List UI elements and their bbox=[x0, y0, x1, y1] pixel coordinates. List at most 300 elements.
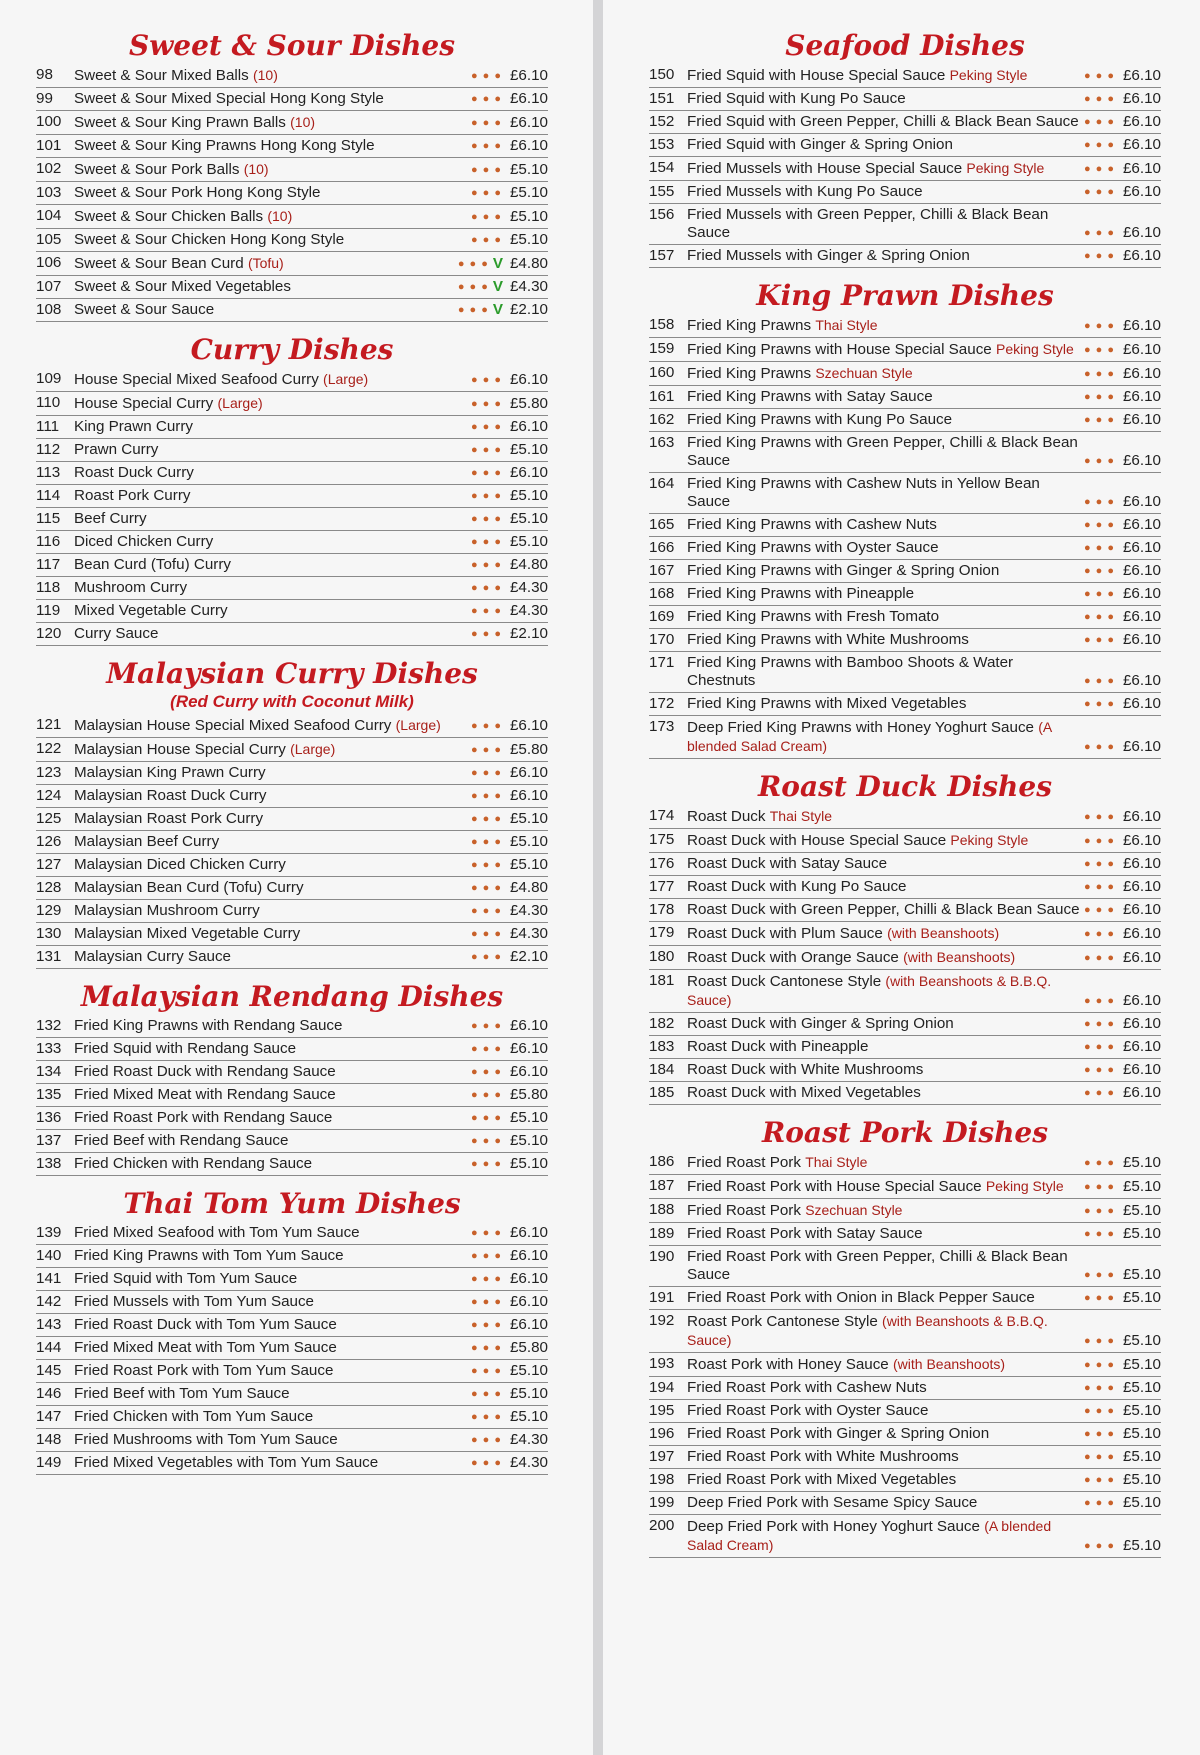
menu-item bbox=[36, 1061, 548, 1084]
menu-item-number: 130 bbox=[36, 925, 62, 942]
menu-item-number: 169 bbox=[649, 608, 675, 625]
ingredient-icons: ● ● ● bbox=[470, 1273, 502, 1285]
menu-item-name: Malaysian Roast Pork Curry bbox=[74, 810, 264, 827]
ingredient-icons: ● ● ● bbox=[470, 951, 502, 963]
ingredient-icons: ● ● ● bbox=[1083, 952, 1115, 964]
menu-item-number: 99 bbox=[36, 90, 53, 107]
menu-item-name: Mushroom Curry bbox=[74, 579, 188, 596]
ingredient-icons: ● ● ● bbox=[1083, 70, 1115, 82]
menu-item-price: £6.10 bbox=[1122, 878, 1161, 895]
ingredient-icons: ● ● ● bbox=[470, 1112, 502, 1124]
menu-item-note: (10) bbox=[267, 208, 293, 224]
menu-item-price: £5.10 bbox=[509, 208, 548, 225]
menu-page-left bbox=[0, 0, 593, 1755]
menu-item bbox=[36, 299, 548, 322]
menu-item-number: 155 bbox=[649, 183, 675, 200]
ingredient-icons: ● ● ● bbox=[1083, 1018, 1115, 1030]
menu-item-name: Fried Mussels with Ginger & Spring Onion bbox=[687, 247, 970, 264]
menu-item-number: 172 bbox=[649, 695, 675, 712]
menu-item-price: £6.10 bbox=[1122, 365, 1161, 382]
menu-item-price: £5.10 bbox=[1122, 1154, 1161, 1171]
section-heading: Roast Duck Dishes bbox=[758, 770, 1052, 803]
ingredient-icons: ● ● ● bbox=[1083, 1228, 1115, 1240]
menu-item-name: Fried Roast Pork with Tom Yum Sauce bbox=[74, 1362, 334, 1379]
menu-item-note: (with Beanshoots & B.B.Q. Sauce) bbox=[687, 1313, 1048, 1348]
menu-item bbox=[649, 970, 1161, 1013]
ingredient-icons: ● ● ● bbox=[1083, 1405, 1115, 1417]
ingredient-icons: ● ● ● bbox=[470, 93, 502, 105]
section-heading: Sweet & Sour Dishes bbox=[128, 29, 456, 62]
menu-item bbox=[36, 1245, 548, 1268]
menu-item bbox=[649, 386, 1161, 409]
menu-item-note: Peking Style bbox=[950, 832, 1029, 848]
menu-item bbox=[36, 831, 548, 854]
menu-item bbox=[36, 1015, 548, 1038]
menu-item-number: 176 bbox=[649, 855, 675, 872]
menu-item-number: 116 bbox=[36, 533, 61, 550]
menu-item-number: 162 bbox=[649, 411, 675, 428]
menu-item-name: Fried King Prawns with Ginger & Spring Onion bbox=[687, 562, 1000, 579]
menu-item-number: 112 bbox=[36, 441, 61, 458]
ingredient-icons: ● ● ● bbox=[470, 211, 502, 223]
menu-item bbox=[36, 1222, 548, 1245]
menu-item-price: £6.10 bbox=[1122, 949, 1161, 966]
menu-item bbox=[649, 876, 1161, 899]
menu-item-price: £6.10 bbox=[1122, 631, 1161, 648]
menu-item-number: 127 bbox=[36, 856, 62, 873]
menu-item bbox=[36, 1268, 548, 1291]
menu-item-number: 189 bbox=[649, 1225, 675, 1242]
menu-item-number: 192 bbox=[649, 1312, 675, 1329]
menu-item-price: £6.10 bbox=[1122, 855, 1161, 872]
section-heading: Malaysian Curry Dishes bbox=[106, 657, 478, 690]
ingredient-icons: ● ● ● bbox=[470, 1457, 502, 1469]
menu-item-name: Sweet & Sour King Prawn Balls bbox=[74, 114, 286, 131]
menu-item-name: Roast Duck with Orange Sauce bbox=[687, 949, 899, 966]
ingredient-icons: ● ● ● bbox=[470, 1158, 502, 1170]
menu-item-note: (Large) bbox=[395, 717, 441, 733]
menu-item-name: Sweet & Sour Chicken Hong Kong Style bbox=[74, 231, 345, 248]
menu-item-number: 140 bbox=[36, 1247, 62, 1264]
ingredient-icons: ● ● ● bbox=[1083, 811, 1115, 823]
menu-item bbox=[36, 1452, 548, 1475]
menu-item bbox=[649, 181, 1161, 204]
ingredient-icons: ● ● ● bbox=[1083, 858, 1115, 870]
ingredient-icons: ● ● ● bbox=[470, 1434, 502, 1446]
menu-item-price: £5.10 bbox=[1122, 1402, 1161, 1419]
menu-item-number: 178 bbox=[649, 901, 675, 918]
menu-item-price: £6.10 bbox=[509, 1293, 548, 1310]
ingredient-icons: ● ● ● bbox=[1083, 675, 1115, 687]
menu-item bbox=[36, 1406, 548, 1429]
menu-item-number: 129 bbox=[36, 902, 62, 919]
menu-item-number: 117 bbox=[36, 556, 61, 573]
menu-item-name: Deep Fried King Prawns with Honey Yoghurt Sauce bbox=[687, 719, 1034, 736]
menu-item-number: 114 bbox=[36, 487, 61, 504]
menu-item-name: Malaysian Curry Sauce bbox=[74, 948, 231, 965]
ingredient-icons: ● ● ● bbox=[470, 605, 502, 617]
ingredient-icons: ● ● ● bbox=[1083, 1269, 1115, 1281]
ingredient-icons: ● ● ● bbox=[470, 859, 502, 871]
menu-item-price: £5.10 bbox=[1122, 1448, 1161, 1465]
menu-item-price: £6.10 bbox=[1122, 1061, 1161, 1078]
ingredient-icons: ● ● ● bbox=[1083, 455, 1115, 467]
menu-item bbox=[649, 1199, 1161, 1223]
ingredient-icons: ● ● ● bbox=[470, 905, 502, 917]
vegetarian-badge: V bbox=[492, 301, 503, 318]
menu-item-price: £5.10 bbox=[1122, 1202, 1161, 1219]
menu-item-number: 149 bbox=[36, 1454, 62, 1471]
menu-item-number: 196 bbox=[649, 1425, 675, 1442]
menu-item-name: Malaysian House Special Curry bbox=[74, 741, 286, 758]
ingredient-icons: ● ● ● bbox=[1083, 391, 1115, 403]
menu-item bbox=[36, 229, 548, 252]
ingredient-icons: ● ● ● bbox=[470, 720, 502, 732]
ingredient-icons: ● ● ● bbox=[1083, 1087, 1115, 1099]
ingredient-icons: ● ● ● bbox=[1083, 1205, 1115, 1217]
ingredient-icons: ● ● ● bbox=[470, 1411, 502, 1423]
menu-item-note: (A blended Salad Cream) bbox=[687, 719, 1052, 754]
menu-item-note: (Large) bbox=[323, 371, 369, 387]
menu-item-name: Fried Mussels with Tom Yum Sauce bbox=[74, 1293, 315, 1310]
menu-item bbox=[649, 652, 1161, 693]
menu-item-price: £5.10 bbox=[1122, 1332, 1161, 1349]
menu-item-name: King Prawn Curry bbox=[74, 418, 194, 435]
menu-item-name: Fried Roast Pork with Green Pepper, Chilli & Black Bean Sauce bbox=[687, 1248, 1068, 1283]
menu-item-number: 141 bbox=[36, 1270, 62, 1287]
menu-item-price: £6.10 bbox=[1122, 672, 1161, 689]
ingredient-icons: ● ● ● bbox=[1083, 320, 1115, 332]
menu-item-price: £6.10 bbox=[1122, 901, 1161, 918]
menu-item-number: 119 bbox=[36, 602, 61, 619]
menu-item-price: £6.10 bbox=[1122, 183, 1161, 200]
menu-item-number: 144 bbox=[36, 1339, 62, 1356]
menu-item-note: Peking Style bbox=[966, 160, 1045, 176]
menu-item-price: £5.10 bbox=[509, 1155, 548, 1172]
ingredient-icons: ● ● ● bbox=[470, 1227, 502, 1239]
ingredient-icons: ● ● ● bbox=[470, 187, 502, 199]
menu-item-price: £6.10 bbox=[509, 137, 548, 154]
ingredient-icons: ● ● ● bbox=[470, 1319, 502, 1331]
menu-item bbox=[36, 392, 548, 416]
menu-item bbox=[36, 1084, 548, 1107]
menu-item-name: Fried Squid with Kung Po Sauce bbox=[687, 90, 906, 107]
ingredient-icons: ● ● ● bbox=[1083, 588, 1115, 600]
menu-item bbox=[36, 577, 548, 600]
menu-item bbox=[649, 1446, 1161, 1469]
menu-item-number: 158 bbox=[649, 316, 675, 333]
ingredient-icons: ● ● ● bbox=[470, 882, 502, 894]
menu-item-note: Peking Style bbox=[949, 67, 1028, 83]
ingredient-icons: ● ● ● bbox=[1083, 881, 1115, 893]
menu-item-price: £5.10 bbox=[509, 184, 548, 201]
menu-section-sweet_sour bbox=[36, 28, 548, 322]
menu-item bbox=[649, 157, 1161, 181]
menu-item bbox=[36, 1314, 548, 1337]
menu-item-number: 124 bbox=[36, 787, 62, 804]
menu-section-roast_duck bbox=[649, 769, 1161, 1105]
ingredient-icons: ● ● ● bbox=[470, 536, 502, 548]
menu-item bbox=[36, 738, 548, 762]
menu-item-name: Sweet & Sour Mixed Vegetables bbox=[74, 278, 291, 295]
menu-item bbox=[649, 514, 1161, 537]
menu-spine bbox=[593, 0, 603, 1755]
ingredient-icons: ● ● ● bbox=[1083, 565, 1115, 577]
menu-item-price: £2.10 bbox=[509, 625, 548, 642]
menu-item-note: Peking Style bbox=[995, 341, 1074, 357]
menu-item-number: 173 bbox=[649, 718, 675, 735]
menu-item-name: Fried King Prawns bbox=[687, 365, 812, 382]
menu-item-note: Szechuan Style bbox=[805, 1202, 903, 1218]
ingredient-icons: ● ● ● bbox=[470, 164, 502, 176]
menu-item-number: 194 bbox=[649, 1379, 675, 1396]
menu-item-name: House Special Mixed Seafood Curry bbox=[74, 371, 319, 388]
menu-item-number: 131 bbox=[36, 948, 62, 965]
menu-item-price: £2.10 bbox=[509, 948, 548, 965]
ingredient-icons: ● ● ● bbox=[1083, 227, 1115, 239]
section-heading: King Prawn Dishes bbox=[756, 279, 1054, 312]
menu-item-price: £6.10 bbox=[509, 418, 548, 435]
menu-item-name: Malaysian Mixed Vegetable Curry bbox=[74, 925, 301, 942]
section-heading: Roast Pork Dishes bbox=[761, 1116, 1049, 1149]
menu-item-name: Roast Duck with Kung Po Sauce bbox=[687, 878, 907, 895]
menu-item-name: Sweet & Sour Mixed Balls bbox=[74, 67, 249, 84]
menu-item-name: House Special Curry bbox=[74, 395, 214, 412]
ingredient-icons: ● ● ● bbox=[1083, 1041, 1115, 1053]
menu-item-name: Roast Duck with Plum Sauce bbox=[687, 925, 883, 942]
menu-item-number: 182 bbox=[649, 1015, 675, 1032]
menu-item-name: Fried King Prawns with White Mushrooms bbox=[687, 631, 969, 648]
menu-item bbox=[649, 1310, 1161, 1353]
menu-page-right bbox=[603, 0, 1200, 1755]
menu-item-price: £6.10 bbox=[1122, 224, 1161, 241]
menu-item-number: 167 bbox=[649, 562, 675, 579]
menu-item-price: £6.10 bbox=[509, 764, 548, 781]
menu-item-name: Fried King Prawns bbox=[687, 317, 812, 334]
menu-section-tom_yum bbox=[36, 1186, 548, 1475]
menu-item-number: 179 bbox=[649, 924, 675, 941]
menu-item bbox=[36, 135, 548, 158]
menu-item-price: £6.10 bbox=[1122, 67, 1161, 84]
menu-item bbox=[36, 88, 548, 111]
menu-item-price: £5.10 bbox=[509, 1132, 548, 1149]
menu-item bbox=[36, 205, 548, 229]
ingredient-icons: ● ● ● bbox=[1083, 835, 1115, 847]
menu-item-price: £4.30 bbox=[509, 579, 548, 596]
menu-item-name: Roast Duck bbox=[687, 808, 766, 825]
ingredient-icons: ● ● ● bbox=[1083, 741, 1115, 753]
menu-item bbox=[36, 877, 548, 900]
menu-item-price: £2.10 bbox=[509, 301, 548, 318]
menu-item-name: Fried Squid with Ginger & Spring Onion bbox=[687, 136, 953, 153]
menu-item-name: Roast Pork with Honey Sauce bbox=[687, 1356, 889, 1373]
menu-item-number: 181 bbox=[649, 972, 675, 989]
menu-item-price: £6.10 bbox=[509, 114, 548, 131]
menu-item bbox=[649, 1082, 1161, 1105]
menu-item bbox=[649, 1036, 1161, 1059]
menu-item-number: 166 bbox=[649, 539, 675, 556]
menu-section-king_prawn bbox=[649, 278, 1161, 759]
menu-item-name: Fried King Prawns with Satay Sauce bbox=[687, 388, 933, 405]
menu-item-number: 185 bbox=[649, 1084, 675, 1101]
menu-item-price: £4.80 bbox=[509, 556, 548, 573]
menu-item-price: £6.10 bbox=[1122, 160, 1161, 177]
menu-item-name: Fried Roast Pork with House Special Sauce bbox=[687, 1178, 982, 1195]
menu-item-number: 197 bbox=[649, 1448, 675, 1465]
menu-item-name: Fried King Prawns with Cashew Nuts in Yellow Bean Sauce bbox=[687, 475, 1040, 510]
menu-item bbox=[36, 808, 548, 831]
menu-item-note: (with Beanshoots) bbox=[893, 1356, 1006, 1372]
menu-item-number: 126 bbox=[36, 833, 62, 850]
menu-item-note: Thai Style bbox=[815, 317, 878, 333]
ingredient-icons: ● ● ● bbox=[470, 234, 502, 246]
menu-item bbox=[649, 606, 1161, 629]
menu-item-price: £6.10 bbox=[509, 1316, 548, 1333]
ingredient-icons: ● ● ● bbox=[1083, 1157, 1115, 1169]
menu-item-price: £5.10 bbox=[1122, 1289, 1161, 1306]
menu-item-number: 164 bbox=[649, 475, 675, 492]
menu-item-name: Fried Roast Pork with Rendang Sauce bbox=[74, 1109, 333, 1126]
ingredient-icons: ● ● ● bbox=[470, 928, 502, 940]
menu-item bbox=[649, 473, 1161, 514]
menu-item-number: 177 bbox=[649, 878, 675, 895]
menu-item-price: £4.80 bbox=[509, 255, 548, 272]
ingredient-icons: ● ● ● bbox=[1083, 93, 1115, 105]
menu-item-name: Fried King Prawns with Bamboo Shoots & Water Chestnuts bbox=[687, 654, 1014, 689]
menu-item bbox=[36, 1107, 548, 1130]
ingredient-icons: ● ● ● bbox=[470, 513, 502, 525]
menu-item bbox=[36, 439, 548, 462]
ingredient-icons: ● ● ● bbox=[1083, 698, 1115, 710]
menu-item-number: 118 bbox=[36, 579, 61, 596]
menu-item-number: 143 bbox=[36, 1316, 62, 1333]
ingredient-icons: ● ● ● bbox=[1083, 116, 1115, 128]
menu-item bbox=[36, 1360, 548, 1383]
menu-item-name: Prawn Curry bbox=[74, 441, 159, 458]
menu-item-name: Fried Roast Pork with Mixed Vegetables bbox=[687, 1471, 957, 1488]
menu-item-number: 102 bbox=[36, 160, 62, 177]
menu-item-number: 135 bbox=[36, 1086, 62, 1103]
menu-item-name: Roast Duck with Ginger & Spring Onion bbox=[687, 1015, 954, 1032]
menu-item-price: £6.10 bbox=[509, 787, 548, 804]
menu-item-name: Fried King Prawns with Tom Yum Sauce bbox=[74, 1247, 344, 1264]
menu-item-number: 128 bbox=[36, 879, 62, 896]
menu-item-number: 180 bbox=[649, 948, 675, 965]
ingredient-icons: ● ● ● bbox=[470, 70, 502, 82]
menu-item-price: £6.10 bbox=[1122, 493, 1161, 510]
menu-item-price: £5.10 bbox=[1122, 1356, 1161, 1373]
menu-item bbox=[36, 462, 548, 485]
menu-item-price: £5.10 bbox=[1122, 1178, 1161, 1195]
menu-item-number: 187 bbox=[649, 1177, 675, 1194]
menu-item-price: £4.30 bbox=[509, 1431, 548, 1448]
ingredient-icons: ● ● ● bbox=[1083, 1359, 1115, 1371]
menu-item-note: Szechuan Style bbox=[815, 365, 913, 381]
menu-item bbox=[649, 1246, 1161, 1287]
menu-item bbox=[649, 1013, 1161, 1036]
menu-section-roast_pork bbox=[649, 1115, 1161, 1558]
ingredient-icons: ● ● ● bbox=[1083, 904, 1115, 916]
menu-item-number: 145 bbox=[36, 1362, 62, 1379]
menu-item bbox=[36, 1130, 548, 1153]
menu-item-name: Sweet & Sour Bean Curd bbox=[74, 255, 244, 272]
ingredient-icons: ● ● ● bbox=[470, 790, 502, 802]
menu-item-name: Fried Roast Duck with Tom Yum Sauce bbox=[74, 1316, 337, 1333]
menu-item-price: £6.10 bbox=[1122, 585, 1161, 602]
menu-item-price: £6.10 bbox=[1122, 562, 1161, 579]
menu-item-number: 107 bbox=[36, 278, 62, 295]
menu-item-price: £6.10 bbox=[1122, 247, 1161, 264]
ingredient-icons: ● ● ● bbox=[1083, 611, 1115, 623]
ingredient-icons: ● ● ● bbox=[1083, 163, 1115, 175]
menu-item-number: 101 bbox=[36, 137, 62, 154]
menu-item-number: 160 bbox=[649, 364, 675, 381]
menu-item-name: Deep Fried Pork with Sesame Spicy Sauce bbox=[687, 1494, 978, 1511]
menu-item-number: 161 bbox=[649, 388, 675, 405]
menu-item bbox=[649, 1223, 1161, 1246]
menu-item-price: £6.10 bbox=[1122, 539, 1161, 556]
menu-item-number: 152 bbox=[649, 113, 675, 130]
menu-item-number: 134 bbox=[36, 1063, 62, 1080]
menu-item-number: 163 bbox=[649, 434, 675, 451]
menu-item-price: £6.10 bbox=[509, 1063, 548, 1080]
menu-item-name: Fried Squid with Tom Yum Sauce bbox=[74, 1270, 298, 1287]
menu-item-price: £6.10 bbox=[1122, 808, 1161, 825]
ingredient-icons: ● ● ● bbox=[1083, 1451, 1115, 1463]
menu-item-price: £5.10 bbox=[1122, 1225, 1161, 1242]
menu-item-price: £6.10 bbox=[509, 1270, 548, 1287]
menu-item-price: £6.10 bbox=[1122, 608, 1161, 625]
menu-item bbox=[36, 714, 548, 738]
menu-item-number: 200 bbox=[649, 1517, 675, 1534]
menu-item bbox=[36, 762, 548, 785]
menu-item bbox=[36, 554, 548, 577]
ingredient-icons: ● ● ● bbox=[1083, 1335, 1115, 1347]
menu-item-price: £6.10 bbox=[509, 1247, 548, 1264]
menu-item-price: £5.10 bbox=[1122, 1425, 1161, 1442]
menu-item-number: 138 bbox=[36, 1155, 62, 1172]
menu-item-number: 150 bbox=[649, 66, 675, 83]
ingredient-icons: ● ● ● bbox=[457, 304, 489, 316]
menu-item-price: £5.80 bbox=[509, 1086, 548, 1103]
menu-item-name: Malaysian Beef Curry bbox=[74, 833, 220, 850]
menu-item-price: £6.10 bbox=[1122, 388, 1161, 405]
menu-item-price: £4.30 bbox=[509, 602, 548, 619]
menu-item-note: (A blended Salad Cream) bbox=[687, 1518, 1052, 1553]
menu-item bbox=[649, 1469, 1161, 1492]
ingredient-icons: ● ● ● bbox=[1083, 542, 1115, 554]
menu-item-name: Fried Roast Pork with Cashew Nuts bbox=[687, 1379, 927, 1396]
ingredient-icons: ● ● ● bbox=[470, 582, 502, 594]
menu-item-number: 190 bbox=[649, 1248, 675, 1265]
menu-item-number: 168 bbox=[649, 585, 675, 602]
menu-item-number: 154 bbox=[649, 159, 675, 176]
menu-item-price: £5.10 bbox=[1122, 1537, 1161, 1554]
menu-item-number: 199 bbox=[649, 1494, 675, 1511]
menu-item-number: 188 bbox=[649, 1201, 675, 1218]
ingredient-icons: ● ● ● bbox=[1083, 414, 1115, 426]
menu-item-name: Roast Pork Curry bbox=[74, 487, 191, 504]
menu-item bbox=[649, 583, 1161, 606]
menu-item-number: 151 bbox=[649, 90, 675, 107]
menu-item-note: (with Beanshoots & B.B.Q. Sauce) bbox=[687, 973, 1052, 1008]
ingredient-icons: ● ● ● bbox=[1083, 1064, 1115, 1076]
menu-item bbox=[649, 946, 1161, 970]
ingredient-icons: ● ● ● bbox=[470, 1089, 502, 1101]
ingredient-icons: ● ● ● bbox=[470, 117, 502, 129]
menu-item-name: Roast Duck Curry bbox=[74, 464, 194, 481]
menu-item-name: Roast Pork Cantonese Style bbox=[687, 1313, 878, 1330]
